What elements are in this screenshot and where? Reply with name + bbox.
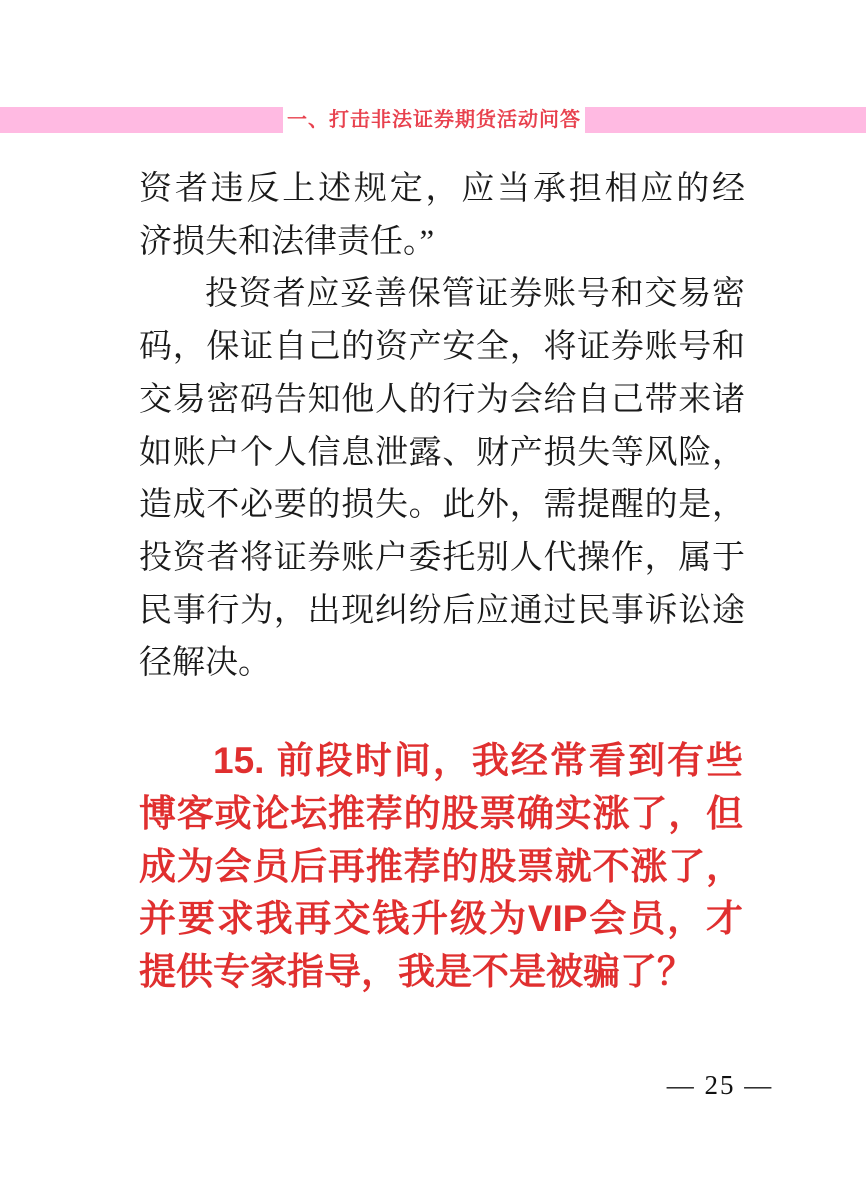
- body-line: 投资者将证券账户委托别人代操作，属于: [139, 539, 745, 576]
- question-line: 并要求我再交钱升级为VIP会员，才: [139, 898, 743, 940]
- question-line: 提供专家指导，我是不是被骗了？: [139, 951, 694, 993]
- chapter-title: 一、打击非法证券期货活动问答: [287, 109, 581, 131]
- body-line: 资者违反上述规定，应当承担相应的经: [139, 171, 745, 207]
- header-bar-left: [0, 107, 283, 133]
- body-line: 码，保证自己的资产安全，将证券账号和: [139, 329, 745, 366]
- body-line: 济损失和法律责任。”: [139, 223, 435, 260]
- question-line: 博客或论坛推荐的股票确实涨了，但: [139, 792, 743, 834]
- question-15: [139, 735, 743, 999]
- body-line: 交易密码告知他人的行为会给自己带来诸: [139, 381, 745, 418]
- body-line: 如账户个人信息泄露、财产损失等风险，: [139, 434, 745, 471]
- body-line: 投资者应妥善保管证券账号和交易密: [205, 276, 745, 313]
- question-line: 成为会员后再推荐的股票就不涨了，: [139, 845, 743, 887]
- body-line: 造成不必要的损失。此外，需提醒的是，: [139, 487, 745, 524]
- body-text: [139, 163, 745, 690]
- header-bar-right: [585, 107, 866, 133]
- body-line: 径解决。: [139, 645, 271, 682]
- question-line: 15. 前段时间，我经常看到有些: [213, 740, 743, 781]
- page-number: — 25 —: [666, 1070, 774, 1100]
- body-line: 民事行为，出现纠纷后应通过民事诉讼途: [139, 592, 745, 629]
